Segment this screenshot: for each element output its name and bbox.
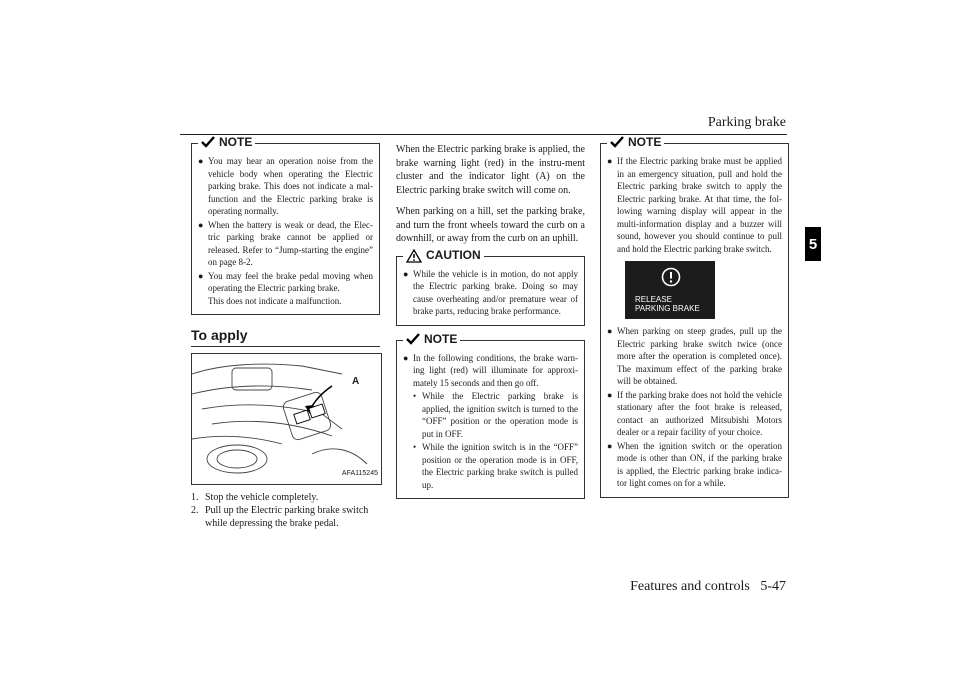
bullet-icon: ● (607, 389, 613, 400)
display-line-1: RELEASE (635, 295, 672, 304)
chapter-tab: 5 (805, 227, 821, 261)
caution-box (396, 248, 585, 326)
warning-triangle-icon (406, 249, 422, 263)
note-subitem: • While the ignition switch is in the “OFF” position or the operation mode is in OFF, the Electric parking brake switch is pulled up. (413, 442, 578, 490)
note-label: NOTE (628, 135, 662, 149)
bullet-icon: ● (198, 219, 204, 230)
note-label: NOTE (424, 331, 458, 346)
note-item: ● When the battery is weak or dead, the Elec-tric parking brake cannot be applied or released. Refer to “Jump-starting the engine” on page 8-2. (198, 219, 373, 267)
exclamation-circle-icon (661, 267, 681, 287)
note-item: ● You may feel the brake pedal moving when operating the Electric parking brake. This does not indicate a malfunction. (198, 270, 373, 306)
bullet-icon: ● (403, 352, 409, 363)
section-rule (191, 346, 380, 347)
note-box (191, 135, 380, 315)
header-rule (180, 134, 787, 135)
figure-code: AFA115245 (341, 470, 378, 477)
display-line-2: PARKING BRAKE (635, 304, 700, 313)
steps-list (191, 491, 380, 530)
step-item: 1. Stop the vehicle completely. (191, 491, 319, 503)
page-footer: Features and controls 5-47 (630, 579, 786, 594)
checkmark-icon (610, 136, 624, 148)
note-item: ● In the following conditions, the brake warn-ing light (red) will illuminate for approxi-mately 15 seconds and then go off. (403, 352, 578, 388)
body-paragraph: When the Electric parking brake is applied, the brake warning light (red) in the instru-ment cluster and the indicator light (A) on the Electric parking brake switch will come on. (396, 144, 585, 196)
bullet-icon: ● (607, 156, 613, 166)
step-item: 2. Pull up the Electric parking brake switch while depressing the brake pedal. (191, 504, 369, 529)
bullet-icon: ● (607, 440, 613, 451)
checkmark-icon (201, 136, 215, 148)
note-item: ● You may hear an operation noise from the vehicle body when operating the Electric parking brake. This does not indicate a mal-function and the Electric parking brake is operating normally. (198, 156, 373, 216)
figure-label-a: A (352, 375, 360, 387)
note-box (600, 135, 789, 498)
column-left (191, 135, 380, 530)
column-middle (396, 143, 585, 499)
console-switch-illustration (191, 353, 382, 485)
note-subitem: • While the Electric parking brake is applied, the ignition switch is turned to the “OFF” position or the operation mode is put in OFF. (413, 391, 578, 439)
note-item: ● When parking on steep grades, pull up the Electric parking brake switch twice (once more after the operation is completed once). The maximum effect of the parking brake will be obtained. (607, 326, 782, 386)
checkmark-icon (406, 333, 420, 345)
note-item: ● If the parking brake does not hold the vehicle stationary after the foot brake is released, contact an authorized Mitsubishi Motors dealer or a repair facility of your choice. (607, 389, 782, 437)
release-parking-brake-display (625, 261, 715, 319)
illustration-drawing (192, 354, 381, 484)
column-right (600, 135, 789, 498)
page-header-title: Parking brake (707, 115, 786, 130)
bullet-icon: ● (198, 270, 204, 281)
note-box (396, 331, 585, 500)
note-item: ● When the ignition switch or the operation mode is other than ON, if the parking brake is applied, the Electric parking brake indica-tor light comes on for a while. (607, 440, 782, 488)
bullet-icon: ● (403, 268, 409, 279)
caution-label: CAUTION (426, 248, 481, 263)
bullet-icon: ● (607, 326, 613, 336)
caution-item: ● While the vehicle is in motion, do not apply the Electric parking brake. Doing so may cause overheating and/or premature wear of brake parts, reducing brake performance. (403, 268, 578, 316)
body-paragraph: When parking on a hill, set the parking brake, and turn the front wheels toward the curb on a downhill, or away from the curb on an uphill. (396, 206, 585, 244)
section-title: To apply (191, 327, 248, 343)
bullet-icon: ● (198, 156, 204, 166)
note-label: NOTE (219, 135, 253, 149)
note-item: ● If the Electric parking brake must be applied in an emergency situation, pull and hold the Electric parking brake switch to apply the Electric parking brake. At that time, the fol-lowing warning display will appear in the multi-information display and a buzzer will sound, however you should continue to pull and hold the Electric parking brake switch. (607, 156, 782, 254)
